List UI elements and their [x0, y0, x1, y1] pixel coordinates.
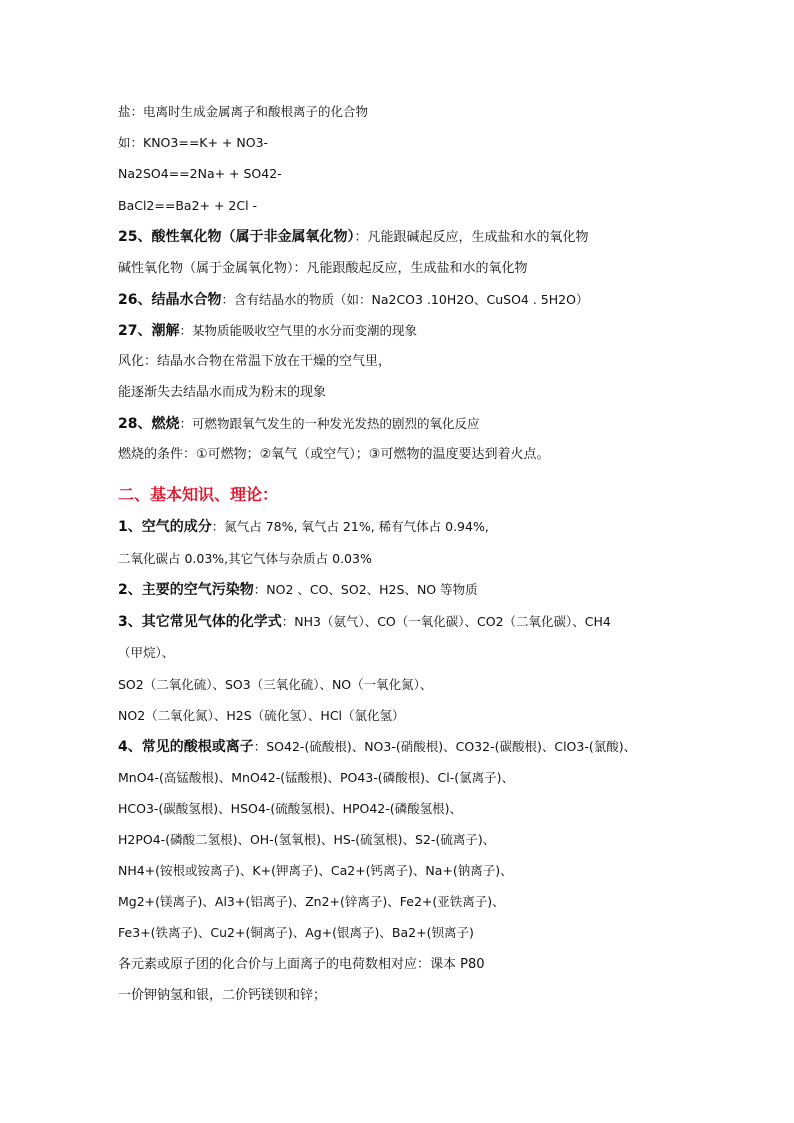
- definition: ：氮气占 78%, 氧气占 21%, 稀有气体占 0.94%,: [211, 519, 489, 534]
- text-line: （甲烷）、: [118, 645, 175, 660]
- text-line: H2PO4-(磷酸二氢根)、OH-(氢氧根)、HS-(硫氢根)、S2-(硫离子)、: [118, 832, 496, 847]
- definition-line: [118, 519, 489, 535]
- text-line: NO2（二氧化氮）、H2S（硫化氢）、HCl（氯化氢）: [118, 708, 405, 723]
- text-line: Na2SO4==2Na+ + SO42-: [118, 166, 282, 181]
- text-line: MnO4-(高锰酸根)、MnO42-(锰酸根)、PO43-(磷酸根)、Cl-(氯离子)、: [118, 770, 514, 785]
- text-line: SO2（二氧化硫）、SO3（三氧化硫）、NO（一氧化氮）、: [118, 677, 433, 692]
- text-line: 二氧化碳占 0.03%,其它气体与杂质占 0.03%: [118, 551, 372, 566]
- text-line: 燃烧的条件：①可燃物；②氧气（或空气）；③可燃物的温度要达到着火点。: [118, 447, 550, 462]
- definition-line: [118, 416, 480, 432]
- definition-line: [118, 323, 417, 339]
- term: 1、空气的成分: [118, 519, 212, 535]
- definition: ：可燃物跟氧气发生的一种发光发热的剧烈的氧化反应: [179, 416, 480, 431]
- text-line: 各元素或原子团的化合价与上面离子的电荷数相对应：课本 P80: [118, 957, 485, 972]
- definition-line: [118, 292, 588, 308]
- text-line: 风化：结晶水合物在常温下放在干燥的空气里，: [118, 354, 392, 369]
- text-line: 如：KNO3==K+ + NO3-: [118, 135, 269, 150]
- text-line: Mg2+(镁离子)、Al3+(铝离子)、Zn2+(锌离子)、Fe2+(亚铁离子)、: [118, 894, 505, 909]
- term: 2、主要的空气污染物: [118, 582, 254, 598]
- definition: ：凡能跟碱起反应，生成盐和水的氧化物: [354, 230, 589, 245]
- text-line: BaCl2==Ba2+ + 2Cl -: [118, 198, 258, 213]
- term: 3、其它常见气体的化学式: [118, 614, 282, 630]
- definition: ：含有结晶水的物质（如：Na2CO3 .10H2O、CuSO4 . 5H2O）: [221, 292, 589, 307]
- section-heading: 二、基本知识、理论：: [118, 485, 279, 504]
- text-line: 碱性氧化物（属于金属氧化物）：凡能跟酸起反应，生成盐和水的氧化物: [118, 261, 528, 276]
- definition-line: [118, 739, 636, 755]
- definition-line: [118, 582, 478, 598]
- definition-line: [118, 229, 589, 246]
- term: 26、结晶水合物: [118, 292, 222, 308]
- definition: ：某物质能吸收空气里的水分而变潮的现象: [179, 323, 417, 338]
- term: 27、潮解: [118, 323, 180, 339]
- definition-line: [118, 614, 611, 630]
- text-line: 盐：电离时生成金属离子和酸根离子的化合物: [118, 104, 369, 119]
- text-line: HCO3-(碳酸氢根)、HSO4-(硫酸氢根)、HPO42-(磷酸氢根)、: [118, 801, 463, 816]
- term: 4、常见的酸根或离子: [118, 739, 254, 755]
- text-line: Fe3+(铁离子)、Cu2+(铜离子)、Ag+(银离子)、Ba2+(钡离子): [118, 925, 474, 940]
- term: 28、燃烧: [118, 416, 180, 432]
- text-line: 一价钾钠氢和银，二价钙镁钡和锌；: [118, 988, 327, 1003]
- definition: ：SO42-(硫酸根)、NO3-(硝酸根)、CO32-(碳酸根)、ClO3-(氯酸)、: [253, 739, 637, 754]
- term: 25、酸性氧化物（属于非金属氧化物）: [118, 229, 355, 245]
- definition: ：NO2 、CO、SO2、H2S、NO 等物质: [253, 582, 478, 597]
- definition: ：NH3（氨气）、CO（一氧化碳）、CO2（二氧化碳）、CH4: [281, 614, 611, 629]
- text-line: NH4+(铵根或铵离子)、K+(钾离子)、Ca2+(钙离子)、Na+(钠离子)、: [118, 863, 513, 878]
- text-line: 能逐渐失去结晶水而成为粉末的现象: [118, 385, 327, 400]
